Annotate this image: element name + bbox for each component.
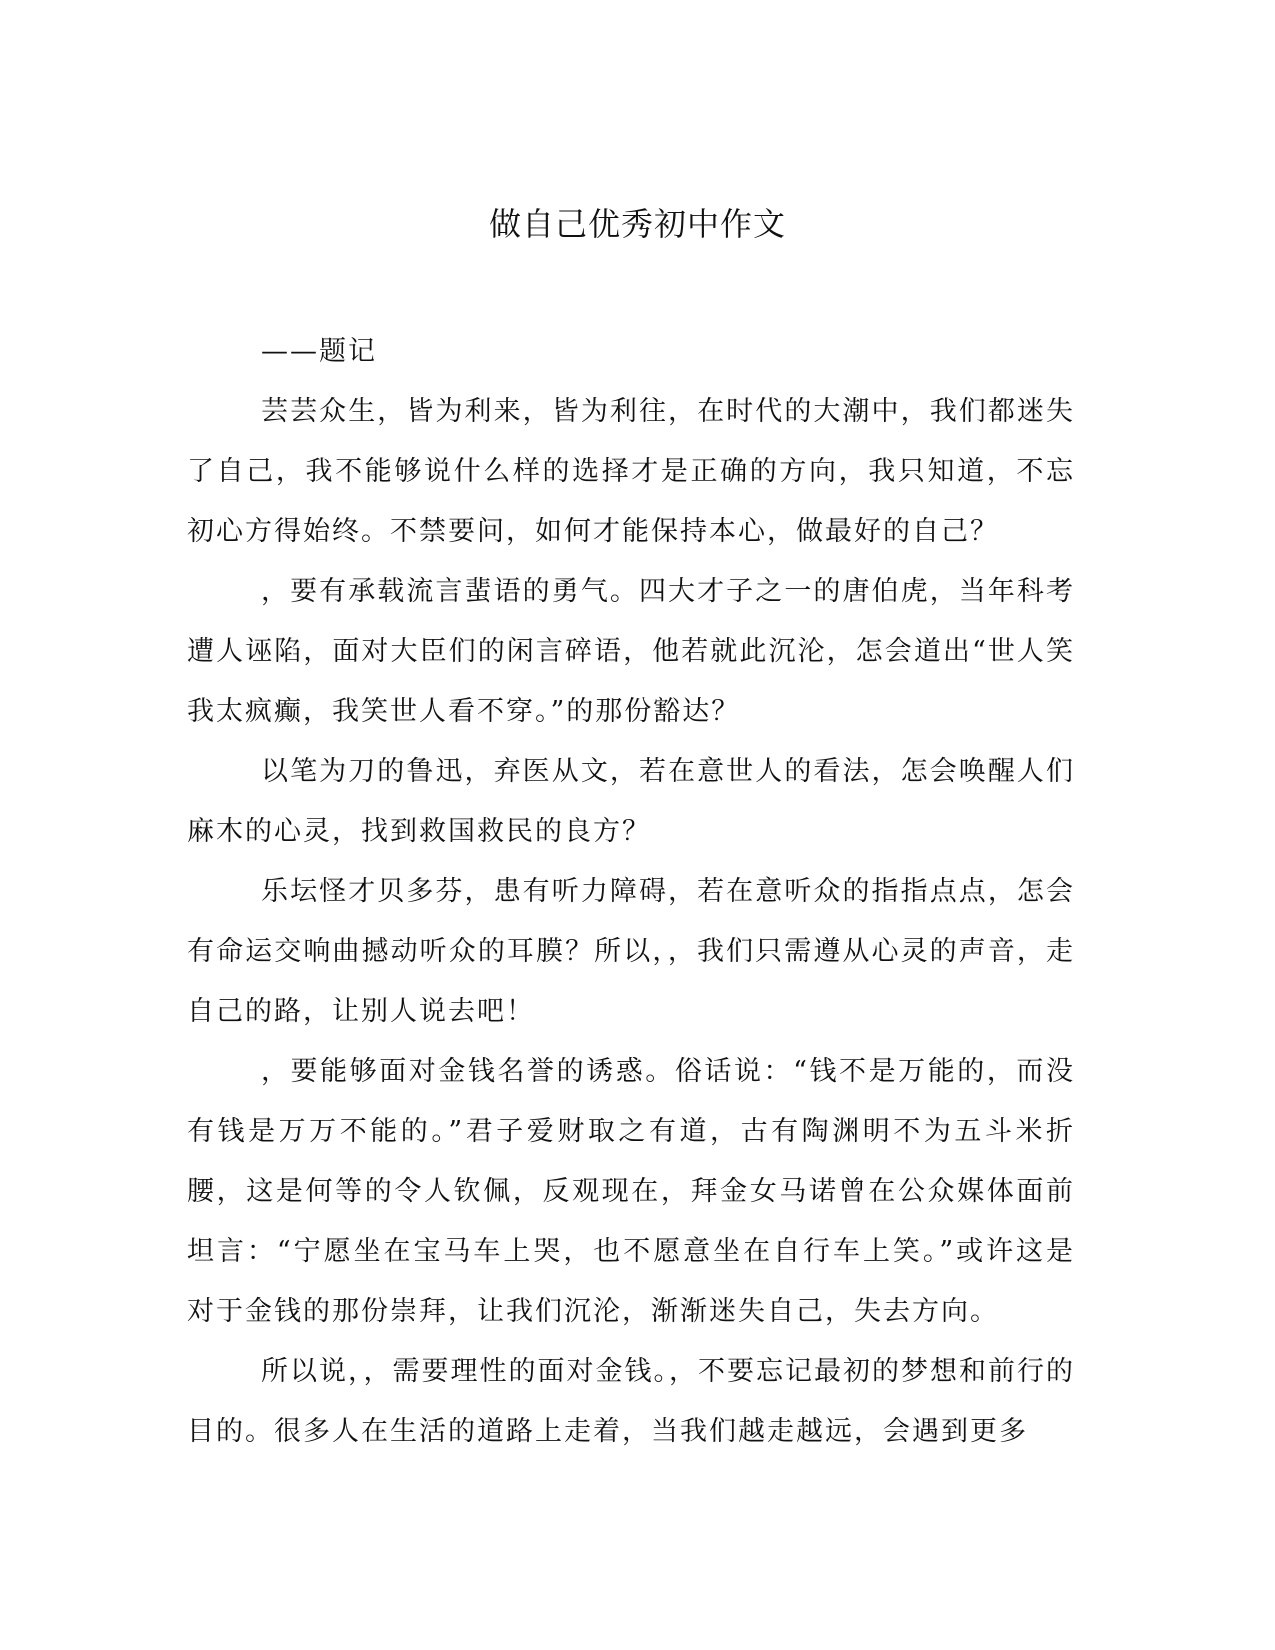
epigraph-attribution: ——题记 [261, 336, 377, 367]
paragraph: 所以说，，需要理性的面对金钱。，不要忘记最初的梦想和前行的目的。很多人在生活的道路上走着，当我们越走越远，会遇到更多 [187, 1356, 1075, 1447]
document-body [187, 322, 1075, 1462]
document-title: 做自己优秀初中作文 [488, 205, 786, 243]
paragraph: 芸芸众生，皆为利来，皆为利往，在时代的大潮中，我们都迷失了自己，我不能够说什么样的选择才是正确的方向，我只知道，不忘初心方得始终。不禁要问，如何才能保持本心，做最好的自己？ [187, 396, 1075, 547]
paragraph: ，要有承载流言蜚语的勇气。四大才子之一的唐伯虎，当年科考遭人诬陷，面对大臣们的闲言碎语，他若就此沉沦，怎会道出“世人笑我太疯癫，我笑世人看不穿。”的那份豁达？ [187, 576, 1075, 727]
paragraph: ，要能够面对金钱名誉的诱惑。俗话说：“钱不是万能的，而没有钱是万万不能的。”君子爱财取之有道，古有陶渊明不为五斗米折腰，这是何等的令人钦佩，反观现在，拜金女马诺曾在公众媒体面前坦言：“宁愿坐在宝马车上哭，也不愿意坐在自行车上笑。”或许这是对于金钱的那份崇拜，让我们沉沦，渐渐迷失自己，失去方向。 [187, 1056, 1075, 1327]
paragraph: 以笔为刀的鲁迅，弃医从文，若在意世人的看法，怎会唤醒人们麻木的心灵，找到救国救民的良方？ [187, 756, 1075, 847]
paragraph: 乐坛怪才贝多芬，患有听力障碍，若在意听众的指指点点，怎会有命运交响曲撼动听众的耳膜？所以，，我们只需遵从心灵的声音，走自己的路，让别人说去吧！ [187, 876, 1075, 1027]
